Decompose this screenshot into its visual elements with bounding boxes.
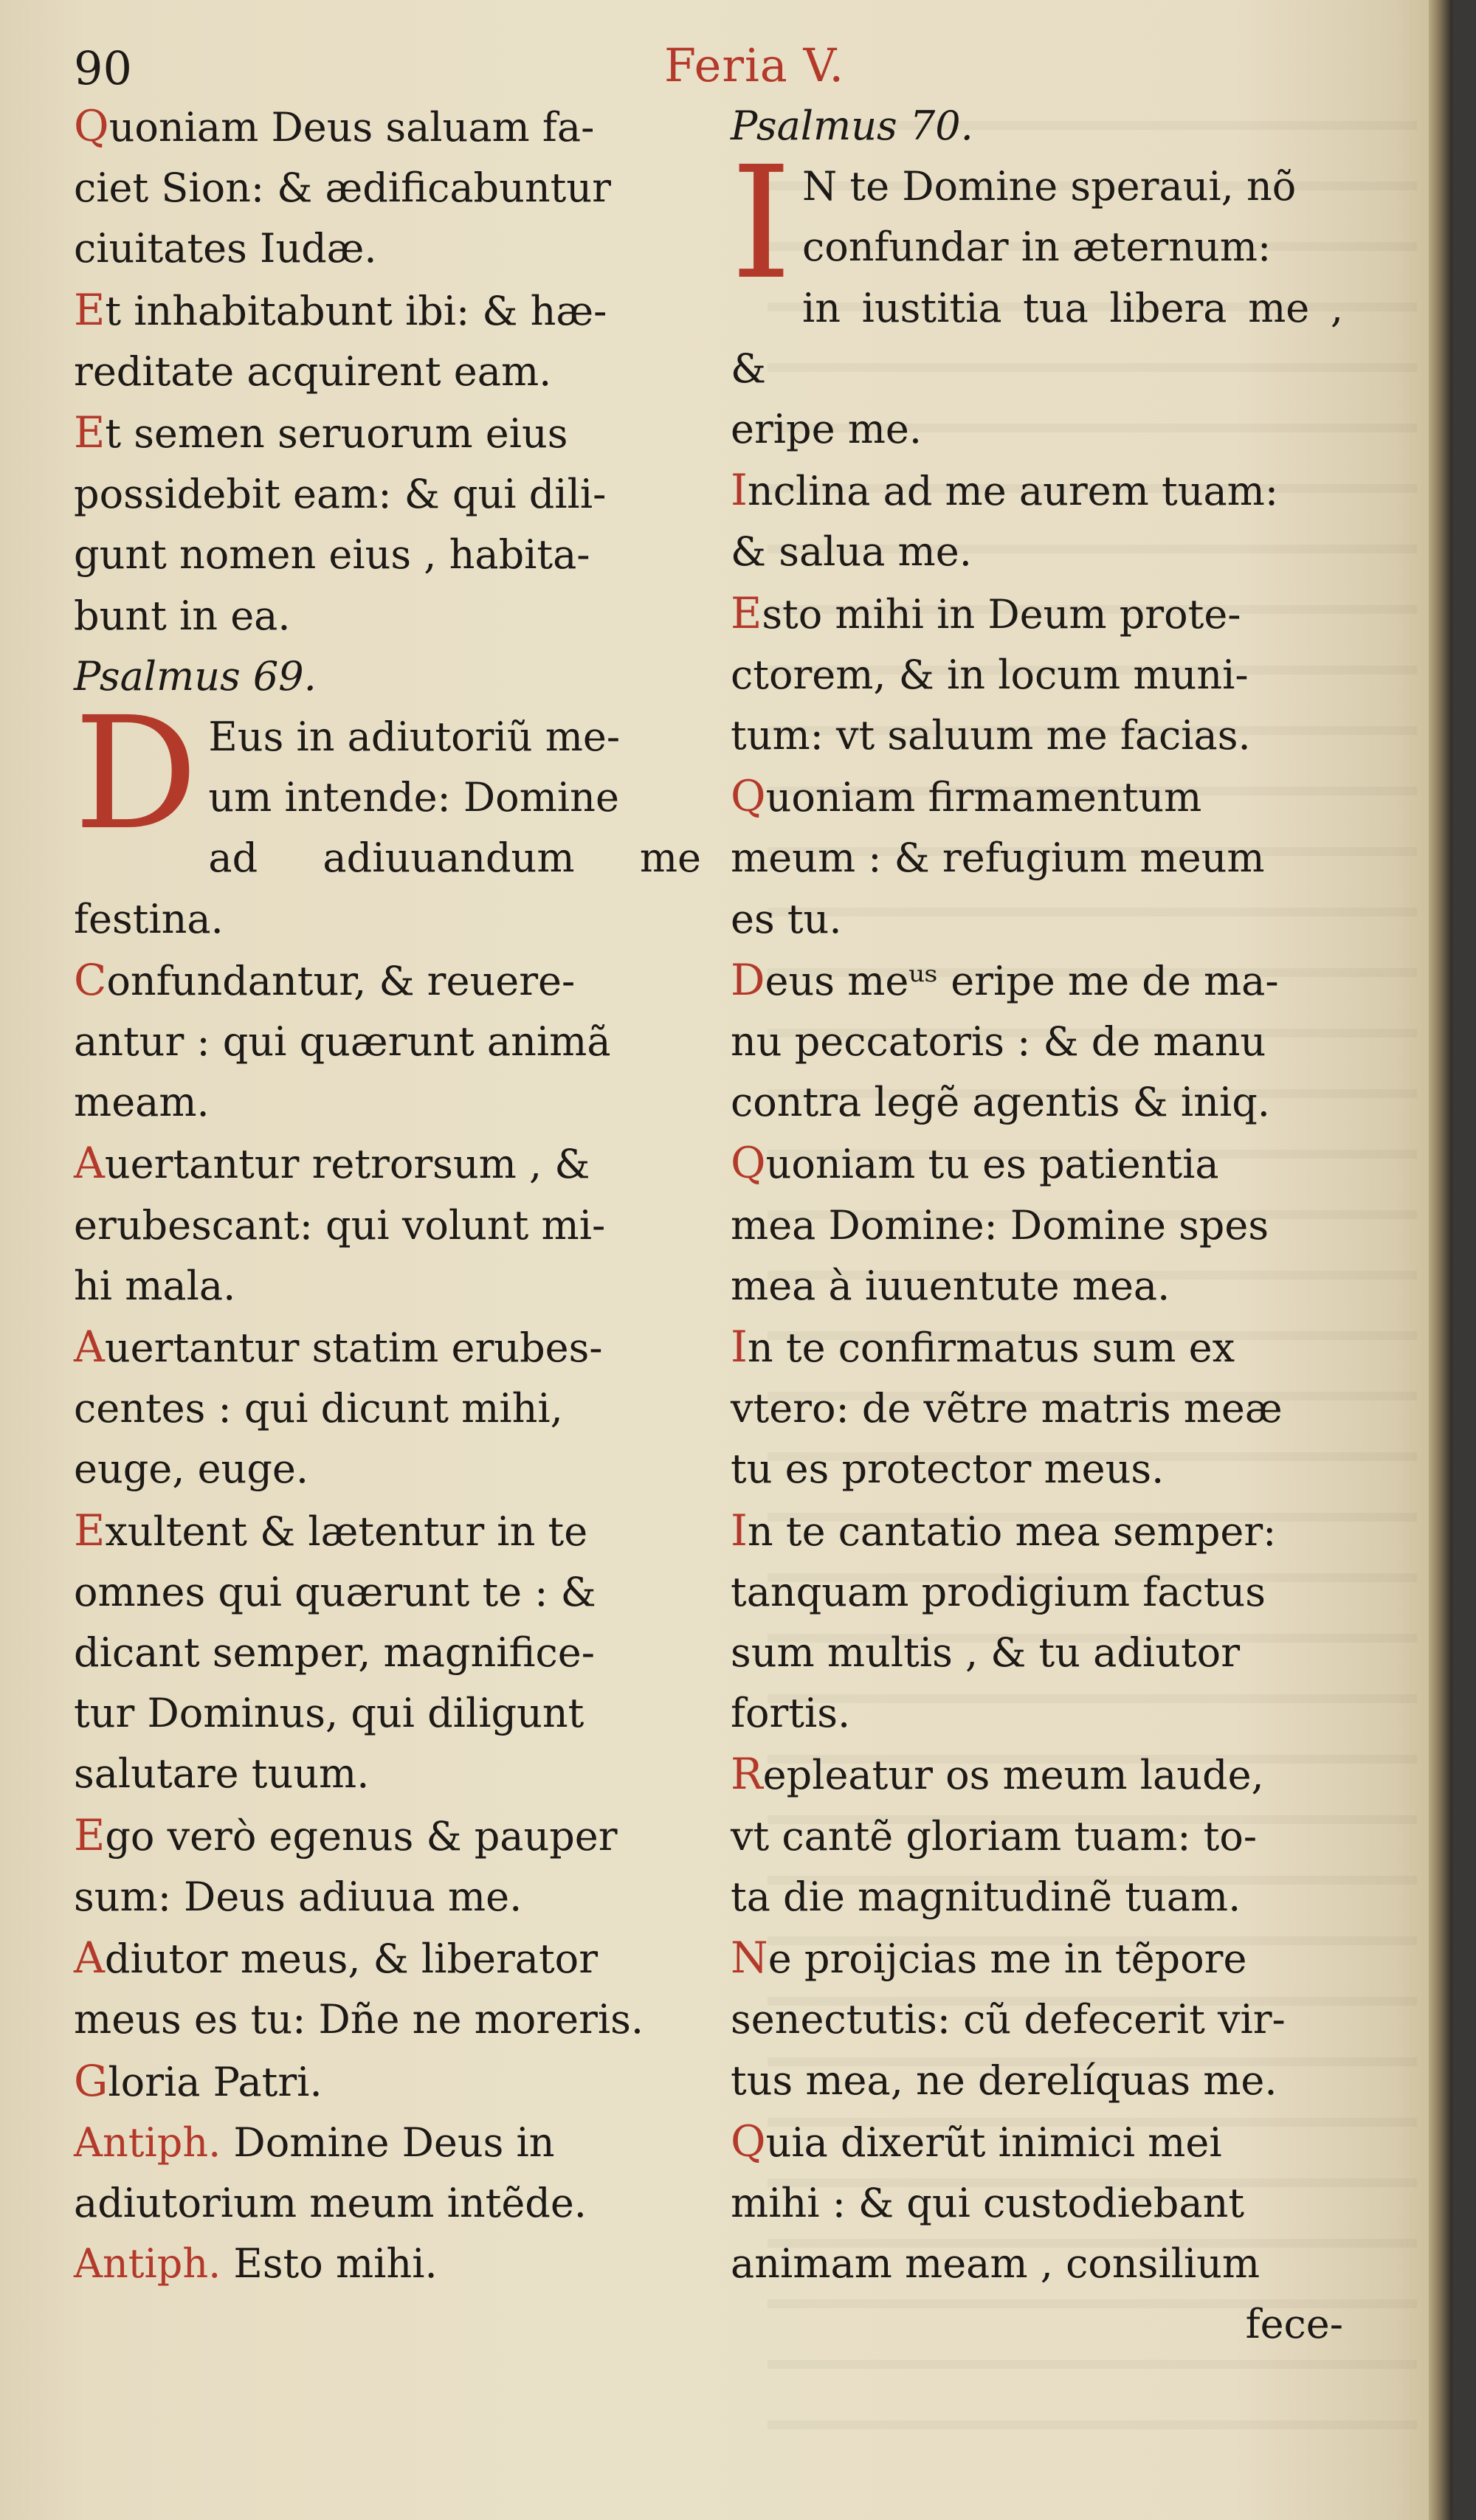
line-text: fortis. (731, 1690, 851, 1737)
line-text: uertantur retrorsum , & (104, 1141, 590, 1188)
line-text: sum: Deus adiuua me. (74, 1873, 523, 1920)
line-text: um intende: Domine (208, 774, 619, 821)
line-text: meum : & refugium meum (731, 835, 1265, 882)
text-line (731, 1256, 1343, 1316)
text-line (74, 158, 701, 218)
text-line (74, 1562, 701, 1623)
line-text: n te confirmatus sum ex (747, 1325, 1235, 1372)
text-line (731, 1378, 1343, 1439)
text-line (74, 1744, 701, 1804)
text-line (74, 1500, 701, 1562)
text-line (731, 1623, 1343, 1683)
running-head: Feria V. (664, 38, 845, 92)
line-text: uoniam Deus saluam fa- (108, 104, 595, 151)
psalm-68-ending (74, 96, 701, 646)
antiphons (74, 2113, 701, 2295)
line-text: senectutis: cũ defecerit vir- (731, 1996, 1286, 2043)
text-line (731, 278, 1343, 399)
right-column (731, 96, 1343, 2355)
text-line (731, 828, 1343, 888)
text-line (74, 464, 701, 525)
line-text: uertantur statim erubes- (104, 1325, 603, 1372)
text-line (731, 1072, 1343, 1133)
page-header (66, 28, 1380, 94)
line-text: uoniam firmamentum (765, 774, 1202, 821)
line-text: diutor meus, & liberator (104, 1936, 599, 1983)
line-text: animam meam , consilium (731, 2240, 1261, 2288)
line-text: gunt nomen eius , habita- (74, 531, 590, 579)
rubricated-initial: E (74, 1809, 106, 1860)
line-text: antur : qui quærunt animã (74, 1018, 611, 1066)
text-line (74, 1439, 701, 1499)
text-line (731, 1927, 1343, 1989)
catchword: fece- (1245, 2301, 1343, 2348)
line-text: N te Domine speraui, nõ (801, 163, 1297, 210)
line-text: n te cantatio mea semper: (747, 1508, 1277, 1555)
line-text: eus meᵘˢ eripe me de ma- (765, 957, 1279, 1004)
line-text: loria Patri. (108, 2058, 323, 2105)
line-text: possidebit eam: & qui dili- (74, 471, 607, 518)
text-line (74, 2234, 701, 2294)
line-text: uoniam tu es patientia (765, 1141, 1219, 1188)
text-line (731, 1133, 1343, 1195)
psalm-70-opening (731, 133, 1343, 2294)
rubricated-initial: I (731, 465, 748, 516)
text-line (74, 1683, 701, 1744)
line-text: e proijcias me in tẽpore (768, 1936, 1247, 1983)
line-text: & salua me. (731, 528, 972, 576)
text-line (731, 1500, 1343, 1562)
line-text: meus es tu: Dñe ne moreris. (74, 1996, 644, 2043)
text-line (731, 1562, 1343, 1623)
line-text: eripe me. (731, 406, 922, 453)
line-text: Esto mihi. (221, 2240, 438, 2288)
line-text: mea à iuuentute mea. (731, 1262, 1170, 1309)
text-line (74, 342, 701, 402)
psalm-70-title: Psalmus 70. (731, 103, 973, 149)
line-text: onfundantur, & reuere- (106, 957, 576, 1004)
text-line (74, 1316, 701, 1378)
line-text: ta die magnitudinẽ tuam. (731, 1873, 1241, 1920)
text-line (74, 525, 701, 585)
line-text: tu es protector meus. (731, 1446, 1165, 1493)
text-line (74, 950, 701, 1012)
text-line (731, 156, 1343, 217)
text-line (74, 402, 701, 464)
line-text: omnes qui quærunt te : & (74, 1568, 596, 1615)
text-line (731, 1683, 1343, 1744)
line-text: nu peccatoris : & de manu (731, 1018, 1266, 1066)
text-line (731, 217, 1343, 277)
text-line (731, 399, 1343, 460)
line-text: nclina ad me aurem tuam: (747, 468, 1279, 515)
line-text: ctorem, & in locum muni- (731, 651, 1249, 698)
line-text: mihi : & qui custodiebant (731, 2179, 1245, 2226)
text-line (74, 1378, 701, 1439)
line-text: ciet Sion: & ædificabuntur (74, 165, 611, 212)
text-line (731, 522, 1343, 582)
line-text: sum multis , & tu adiutor (731, 1629, 1241, 1677)
text-line (731, 2051, 1343, 2111)
text-line (74, 2051, 701, 2113)
line-text: t semen seruorum eius (105, 410, 568, 458)
rubricated-initial: A (74, 1933, 105, 1984)
line-text: go verò egenus & pauper (105, 1812, 618, 1860)
text-line (74, 218, 701, 279)
line-text: centes : qui dicunt mihi, (74, 1385, 563, 1432)
line-text: epleatur os meum laude, (762, 1752, 1264, 1799)
line-text: vtero: de vẽtre matris meæ (731, 1385, 1283, 1432)
rubricated-initial: E (74, 284, 106, 335)
text-line (74, 1927, 701, 1989)
rubricated-initial: A (74, 1322, 105, 1373)
line-text: uia dixerũt inimici mei (765, 2119, 1222, 2166)
text-line (731, 1195, 1343, 1256)
rubricated-initial: C (74, 954, 107, 1005)
psalm-69-opening (74, 683, 701, 2113)
text-line (731, 1989, 1343, 2050)
page-edge-shadow (1429, 0, 1452, 2520)
psalm-69-title: Psalmus 69. (74, 652, 317, 700)
line-text: bunt in ea. (74, 592, 291, 639)
line-text: tanquam prodigium factus (731, 1568, 1266, 1615)
page-number: 90 (74, 41, 132, 95)
antiphon-label: Antiph. (74, 2119, 221, 2166)
psalm-69-verses (74, 683, 701, 2113)
line-text: es tu. (731, 895, 842, 942)
rubricated-initial: G (74, 2055, 108, 2106)
text-line (731, 889, 1343, 950)
text-line (74, 1012, 701, 1072)
text-line (74, 1195, 701, 1256)
psalm-70-verses (731, 133, 1343, 2294)
text-line (74, 1623, 701, 1683)
line-text: ad adiuuandum me festina. (74, 835, 701, 942)
line-text: salutare tuum. (74, 1750, 370, 1798)
text-line (731, 1316, 1343, 1378)
line-text: sto mihi in Deum prote- (762, 590, 1241, 638)
rubricated-initial: I (731, 1322, 748, 1373)
line-text: hi mala. (74, 1262, 236, 1309)
text-line (74, 1989, 701, 2050)
line-text: adiutorium meum intẽde. (74, 2179, 587, 2226)
rubricated-initial: Q (731, 2116, 766, 2167)
antiphon-label: Antiph. (74, 2240, 221, 2288)
text-line (74, 586, 701, 646)
text-line (731, 460, 1343, 522)
text-line (731, 2173, 1343, 2234)
psalm-69-initial: D (74, 683, 199, 865)
text-line (731, 2234, 1343, 2294)
rubricated-initial: D (731, 954, 765, 1005)
rubricated-initial: E (74, 1505, 106, 1556)
psalm-70-initial: I (731, 133, 792, 314)
text-line (74, 1072, 701, 1133)
rubricated-initial: N (731, 1933, 768, 1984)
line-text: vt cantẽ gloriam tuam: to- (731, 1812, 1258, 1860)
text-line (731, 1806, 1343, 1867)
line-text: reditate acquirent eam. (74, 348, 552, 395)
text-line (731, 705, 1343, 766)
line-text: contra legẽ agentis & iniq. (731, 1079, 1270, 1126)
text-line (731, 2111, 1343, 2173)
left-column (74, 96, 701, 2294)
line-text: Domine Deus in (221, 2119, 555, 2166)
text-line (731, 766, 1343, 828)
line-text: tus mea, ne derelíquas me. (731, 2057, 1277, 2104)
text-line (74, 2173, 701, 2234)
line-text: confundar in æternum: (801, 224, 1272, 271)
text-line (74, 96, 701, 158)
line-text: tum: vt saluum me facias. (731, 712, 1251, 759)
text-line (74, 2113, 701, 2173)
text-line (74, 280, 701, 342)
rubricated-initial: A (74, 1138, 105, 1189)
text-line (731, 583, 1343, 645)
line-text: in iustitia tua libera me , & (731, 284, 1343, 392)
rubricated-initial: I (731, 1505, 748, 1556)
line-text: ciuitates Iudæ. (74, 225, 377, 272)
line-text: meam. (74, 1079, 210, 1126)
line-text: erubescant: qui volunt mi- (74, 1201, 606, 1249)
rubricated-initial: Q (731, 771, 766, 822)
line-text: tur Dominus, qui diligunt (74, 1690, 584, 1737)
line-text: mea Domine: Domine spes (731, 1201, 1269, 1249)
text-line (731, 950, 1343, 1012)
line-text: dicant semper, magnifice- (74, 1629, 596, 1677)
line-text: t inhabitabunt ibi: & hæ- (105, 287, 607, 334)
text-line (731, 645, 1343, 705)
text-line (731, 1744, 1343, 1806)
line-text: euge, euge. (74, 1446, 309, 1493)
text-line (74, 1805, 701, 1867)
rubricated-initial: Q (74, 101, 109, 151)
text-line (731, 1012, 1343, 1072)
rubricated-initial: Q (731, 1138, 766, 1189)
text-line (74, 1256, 701, 1316)
line-text: xultent & lætentur in te (105, 1508, 588, 1555)
line-text: Eus in adiutoriũ me- (208, 714, 621, 761)
text-line (74, 1133, 701, 1195)
text-line (74, 1867, 701, 1927)
text-line (731, 1439, 1343, 1499)
text-line (731, 1867, 1343, 1927)
rubricated-initial: R (731, 1749, 763, 1800)
rubricated-initial: E (74, 407, 106, 458)
rubricated-initial: E (731, 587, 762, 638)
